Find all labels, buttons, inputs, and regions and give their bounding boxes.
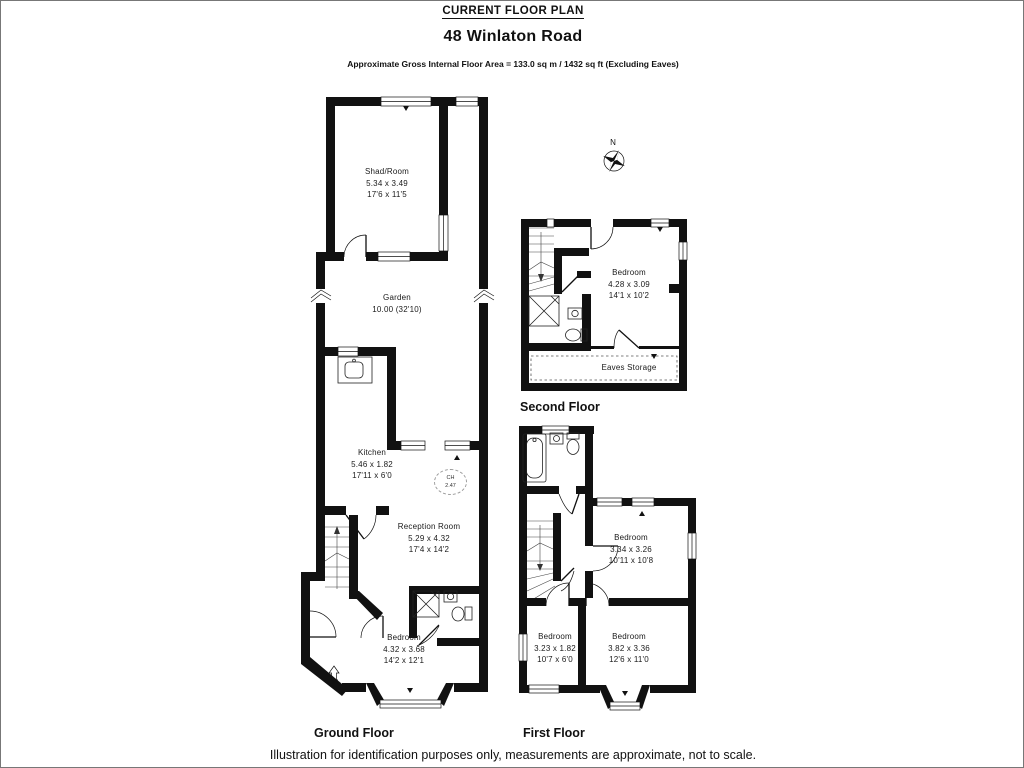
room-label-ground-bedroom: Bedroom 4.32 x 3.68 14'2 x 12'1 <box>383 633 425 665</box>
window <box>338 347 358 356</box>
window <box>445 441 470 450</box>
room-label-kitchen: Kitchen 5.46 x 1.82 17'11 x 6'0 <box>351 448 393 480</box>
page-title: CURRENT FLOOR PLAN <box>442 5 584 17</box>
window <box>688 533 696 559</box>
second-floor-label: Second Floor <box>520 400 600 414</box>
door-arc <box>546 583 569 606</box>
door-arc <box>561 568 574 591</box>
room-label-first-bedroom-front: Bedroom 3.82 x 3.36 12'6 x 11'0 <box>608 632 650 664</box>
window <box>679 242 687 260</box>
room-label-second-bedroom: Bedroom 4.28 x 3.09 14'1 x 10'2 <box>608 268 650 300</box>
window <box>547 219 554 227</box>
room-label-first-bedroom-side: Bedroom 3.23 x 1.82 10'7 x 6'0 <box>534 632 576 664</box>
break-mark <box>311 289 331 303</box>
sink-icon <box>568 308 582 319</box>
lower-walls <box>519 685 696 710</box>
bay-window <box>598 685 650 710</box>
second-floor-plan <box>514 196 699 411</box>
first-floor-plan <box>514 421 704 721</box>
window <box>378 252 410 261</box>
window <box>381 97 431 106</box>
first-floor-label: First Floor <box>523 726 585 740</box>
disclaimer-text: Illustration for identification purposes only, measurements are approximate, not to scale. <box>269 748 757 762</box>
door-arc <box>591 227 613 249</box>
toilet-icon <box>452 607 472 621</box>
ceiling-height-note: CH 2.47 <box>434 469 467 495</box>
window <box>651 219 669 227</box>
dimension-arrow <box>454 455 460 460</box>
room-label-shed: Shad/Room 5.34 x 3.49 17'6 x 11'5 <box>364 167 410 199</box>
entrance-label: IN <box>331 679 339 686</box>
window <box>439 215 448 251</box>
window <box>456 97 478 106</box>
sink-icon <box>550 433 563 444</box>
floor-area-note: Approximate Gross Internal Floor Area = 133.0 sq m / 1432 sq ft (Excluding Eaves) <box>347 59 679 69</box>
window <box>529 685 559 693</box>
break-mark <box>474 289 494 303</box>
window <box>597 498 622 506</box>
room-label-eaves-storage: Eaves Storage <box>601 363 657 372</box>
staircase <box>527 513 561 603</box>
bathroom <box>519 433 585 514</box>
compass-icon <box>597 147 631 177</box>
ground-floor-label: Ground Floor <box>314 726 394 740</box>
kitchen-sink-icon <box>338 357 372 383</box>
toilet-icon <box>567 433 579 455</box>
staircase <box>325 526 349 589</box>
front-door-arc <box>310 611 336 637</box>
room-label-reception: Reception Room 5.29 x 4.32 17'4 x 14'2 <box>397 522 461 554</box>
dimension-arrow <box>403 106 409 111</box>
room-label-garden: Garden 10.00 (32'10) <box>372 293 422 314</box>
door-arc <box>559 494 579 514</box>
property-address: 48 Winlaton Road <box>443 28 583 45</box>
window <box>632 498 654 506</box>
door-arc <box>344 235 366 257</box>
room-label-first-bedroom-rear: Bedroom 3.34 x 3.26 10'11 x 10'8 <box>608 533 654 565</box>
shower-icon <box>529 296 559 326</box>
compass-north-label: N <box>610 138 616 147</box>
door-arc <box>614 330 639 348</box>
bay-window <box>366 683 454 708</box>
